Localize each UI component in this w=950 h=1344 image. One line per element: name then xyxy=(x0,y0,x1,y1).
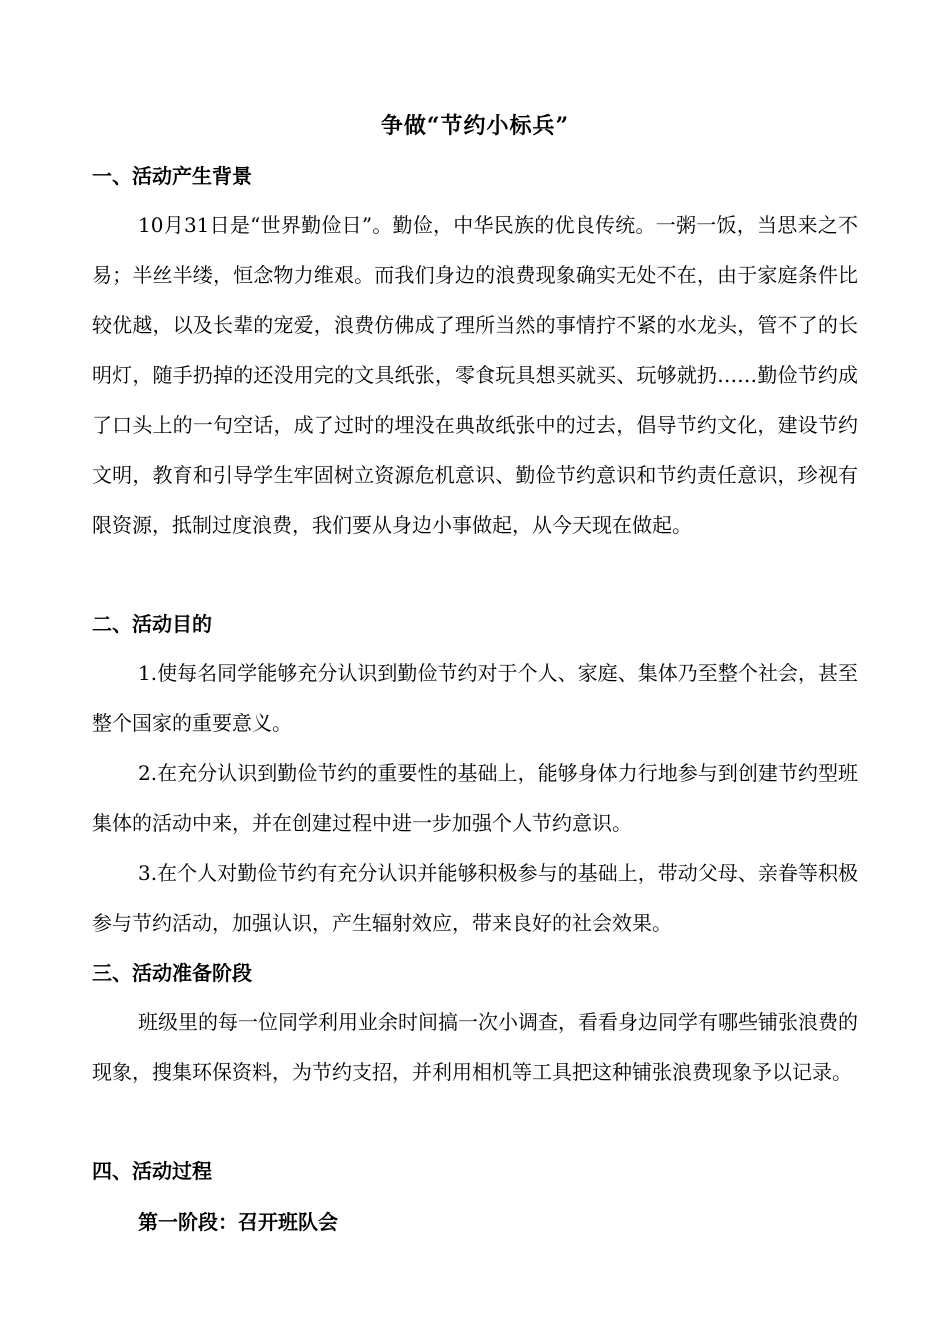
paragraph-purpose-1: 1.使每名同学能够充分认识到勤俭节约对于个人、家庭、集体乃至整个社会，甚至整个国家的重要意义。 xyxy=(92,661,858,735)
section-heading-preparation: 三、活动准备阶段 xyxy=(92,961,252,985)
section-heading-purpose: 二、活动目的 xyxy=(92,612,212,636)
paragraph-preparation: 班级里的每一位同学利用业余时间搞一次小调查，看看身边同学有哪些铺张浪费的现象，搜集环保资料，为节约支招，并利用相机等工具把这种铺张浪费现象予以记录。 xyxy=(92,1010,858,1084)
section-heading-process: 四、活动过程 xyxy=(92,1159,212,1183)
section-heading-background: 一、活动产生背景 xyxy=(92,164,252,188)
paragraph-purpose-2: 2.在充分认识到勤俭节约的重要性的基础上，能够身体力行地参与到创建节约型班集体的活动中来，并在创建过程中进一步加强个人节约意识。 xyxy=(92,761,858,835)
document-title: 争做“节约小标兵” xyxy=(380,113,570,139)
paragraph-background: 10月31日是“世界勤俭日”。勤俭，中华民族的优良传统。一粥一饭，当思来之不易；半丝半缕，恒念物力维艰。而我们身边的浪费现象确实无处不在，由于家庭条件比较优越，以及长辈的宠爱，浪费仿佛成了理所当然的事情拧不紧的水龙头，管不了的长明灯，随手扔掉的还没用完的文具纸张，零食玩具想买就买、玩够就扔……勤俭节约成了口头上的一句空话，成了过时的埋没在典故纸张中的过去，倡导节约文化，建设节约文明，教育和引导学生牢固树立资源危机意识、勤俭节约意识和节约责任意识，珍视有限资源，抵制过度浪费，我们要从身边小事做起，从今天现在做起。 xyxy=(92,213,858,537)
paragraph-purpose-3: 3.在个人对勤俭节约有充分认识并能够积极参与的基础上，带动父母、亲眷等积极参与节约活动，加强认识，产生辐射效应，带来良好的社会效果。 xyxy=(92,861,858,935)
subheading-stage-one: 第一阶段：召开班队会 xyxy=(138,1210,338,1234)
